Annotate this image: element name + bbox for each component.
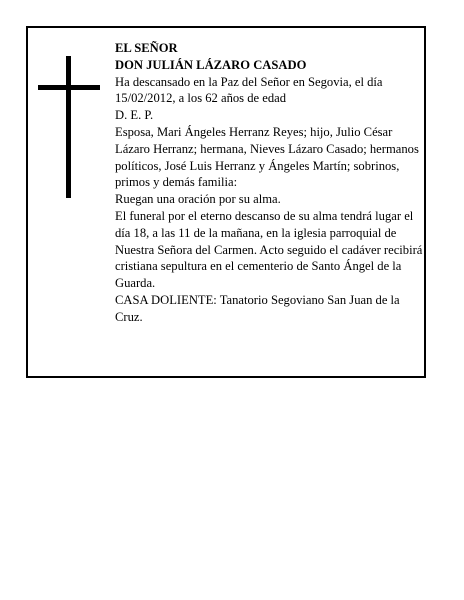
cross-crossbar bbox=[38, 85, 100, 90]
rip-line: D. E. P. bbox=[115, 108, 154, 123]
cross-upright bbox=[66, 56, 71, 198]
prayer-request: Ruegan una oración por su alma. bbox=[115, 192, 281, 207]
cross-icon bbox=[38, 56, 100, 198]
notice-text bbox=[115, 40, 423, 326]
deceased-name: DON JULIÁN LÁZARO CASADO bbox=[115, 57, 307, 72]
death-announcement: Ha descansado en la Paz del Señor en Segovia, el día 15/02/2012, a los 62 años de edad bbox=[115, 74, 383, 106]
funeral-home: CASA DOLIENTE: Tanatorio Segoviano San Juan de la Cruz. bbox=[115, 292, 400, 324]
obituary-notice bbox=[26, 26, 426, 378]
title-line-1: EL SEÑOR bbox=[115, 41, 178, 55]
family-list: Esposa, Mari Ángeles Herranz Reyes; hijo, Julio César Lázaro Herranz; hermana, Nieves Lázaro Casado; hermanos políticos, José Luis Herranz y Ángeles Martín; sobrinos, primos y demás familia: bbox=[115, 124, 419, 190]
funeral-details: El funeral por el eterno descanso de su alma tendrá lugar el día 18, a las 11 de la mañana, en la iglesia parroquial de Nuestra Señora del Carmen. Acto seguido el cadáver recibirá cristiana sepultura en el cementerio de Santo Ángel de la Guarda. bbox=[115, 208, 423, 291]
